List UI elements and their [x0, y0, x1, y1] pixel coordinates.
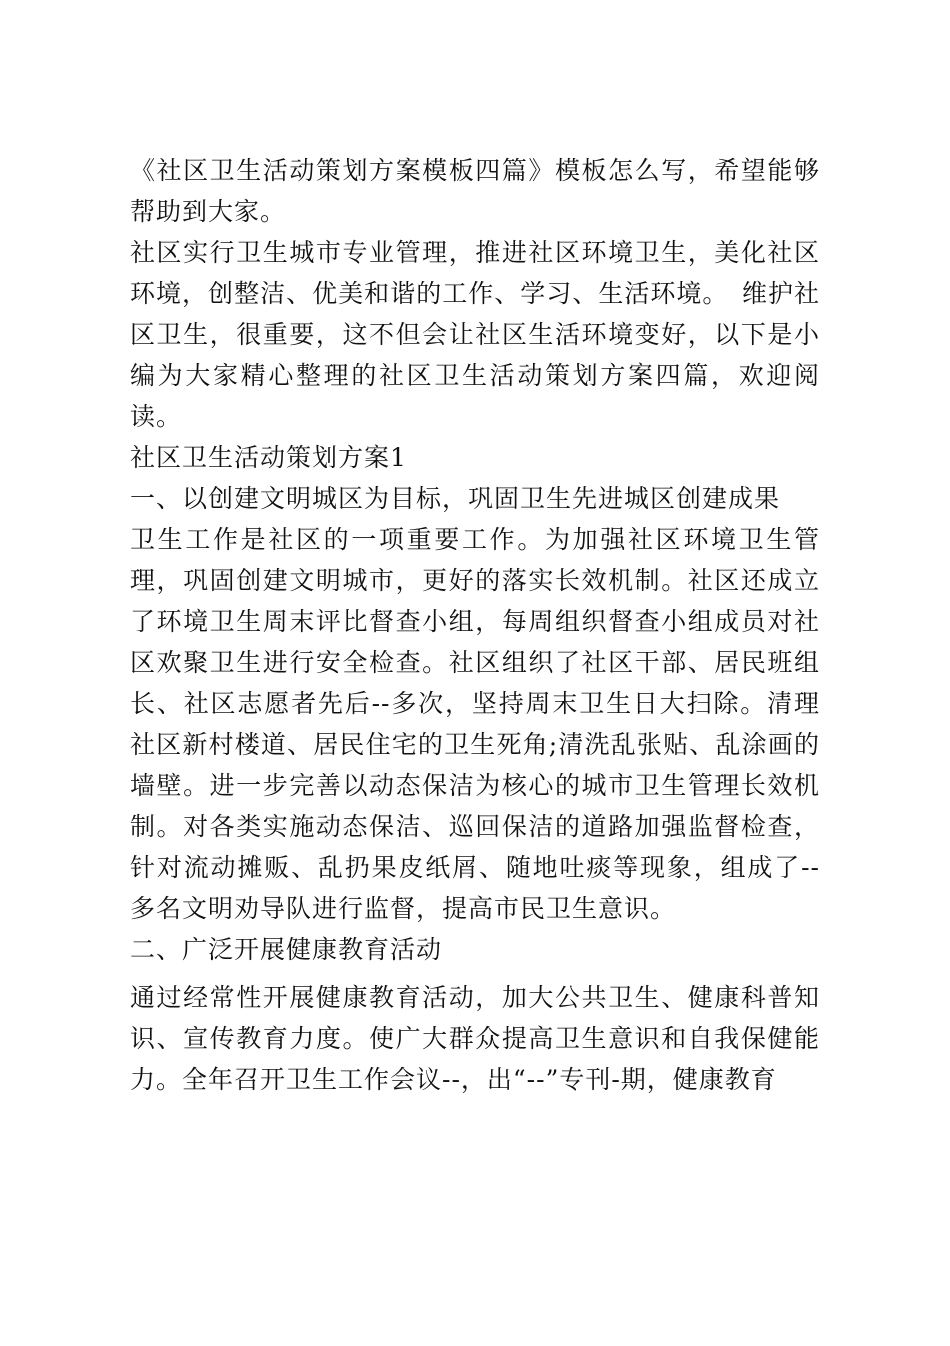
summary-paragraph: 社区实行卫生城市专业管理，推进社区环境卫生，美化社区环境，创整洁、优美和谐的工作、学习、生活环境。 维护社区卫生，很重要，这不但会让社区生活环境变好，以下是小编为大家精心整理的社区卫生活动策划方案四篇，欢迎阅读。: [130, 238, 820, 431]
plan-title: 社区卫生活动策划方案1: [130, 443, 407, 472]
intro-paragraph: 《社区卫生活动策划方案模板四篇》模板怎么写，希望能够帮助到大家。: [130, 156, 820, 226]
section-heading-1: 一、以创建文明城区为目标，巩固卫生先进城区创建成果: [130, 484, 781, 513]
document-body: [130, 150, 820, 1100]
section-2-body: 通过经常性开展健康教育活动，加大公共卫生、健康科普知识、宣传教育力度。使广大群众提高卫生意识和自我保健能力。全年召开卫生工作会议--，出“--”专刊-期，健康教育: [130, 983, 820, 1094]
section-1-body: 卫生工作是社区的一项重要工作。为加强社区环境卫生管理，巩固创建文明城市，更好的落实长效机制。社区还成立了环境卫生周末评比督查小组，每周组织督查小组成员对社区欢聚卫生进行安全检查。社区组织了社区干部、居民班组长、社区志愿者先后--多次，坚持周末卫生日大扫除。清理社区新村楼道、居民住宅的卫生死角;清洗乱张贴、乱涂画的墙壁。进一步完善以动态保洁为核心的城市卫生管理长效机制。对各类实施动态保洁、巡回保洁的道路加强监督检查，针对流动摊贩、乱扔果皮纸屑、随地吐痰等现象，组成了--多名文明劝导队进行监督，提高市民卫生意识。: [130, 525, 820, 923]
section-heading-2: 二、广泛开展健康教育活动: [130, 935, 443, 964]
